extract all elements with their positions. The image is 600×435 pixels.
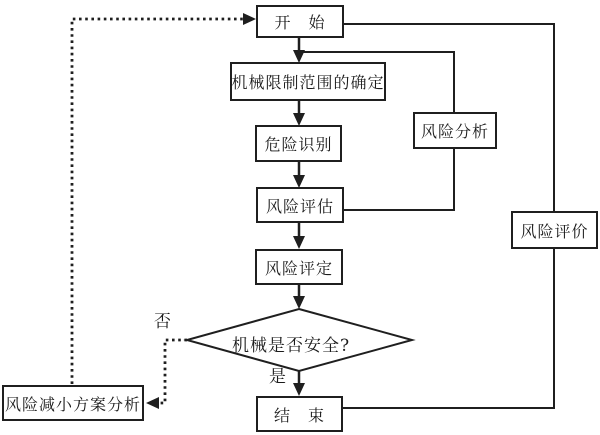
node-hazard-label: 危险识别 xyxy=(264,135,333,154)
edge-label-yes: 是 xyxy=(269,367,286,387)
node-risk-reduction xyxy=(2,385,144,421)
node-hazard-identification xyxy=(255,125,342,162)
node-risk-reduction-label: 风险减小方案分析 xyxy=(4,394,141,414)
arrowhead-riskeval xyxy=(293,236,305,249)
node-risk-appraisal xyxy=(511,211,598,249)
node-risk-analysis xyxy=(413,112,497,149)
node-limits xyxy=(230,62,386,101)
arrowhead-end xyxy=(293,383,305,396)
node-limits-label: 机械限制范围的确定 xyxy=(231,73,385,92)
node-end xyxy=(256,396,343,432)
node-start-label: 开 始 xyxy=(274,13,326,32)
node-decision-label: 机械是否安全? xyxy=(232,336,351,356)
arrowhead-start xyxy=(243,13,256,25)
edge-decision-reduction-dotted xyxy=(152,340,187,403)
node-risk-analysis-label: 风险分析 xyxy=(420,122,489,141)
node-risk-appraisal-label: 风险评价 xyxy=(520,221,589,241)
edge-analysis-riskest xyxy=(344,149,454,210)
node-risk-evaluation xyxy=(255,249,343,285)
node-risk-evaluation-label: 风险评定 xyxy=(264,258,333,278)
node-risk-estimation xyxy=(256,187,344,223)
edge-label-no: 否 xyxy=(154,312,171,332)
arrowhead-decision xyxy=(293,296,305,309)
node-start xyxy=(256,5,344,38)
node-end-label: 结 束 xyxy=(273,405,325,425)
arrowhead-reduction xyxy=(146,397,159,409)
node-risk-estimation-label: 风险评估 xyxy=(265,196,334,216)
